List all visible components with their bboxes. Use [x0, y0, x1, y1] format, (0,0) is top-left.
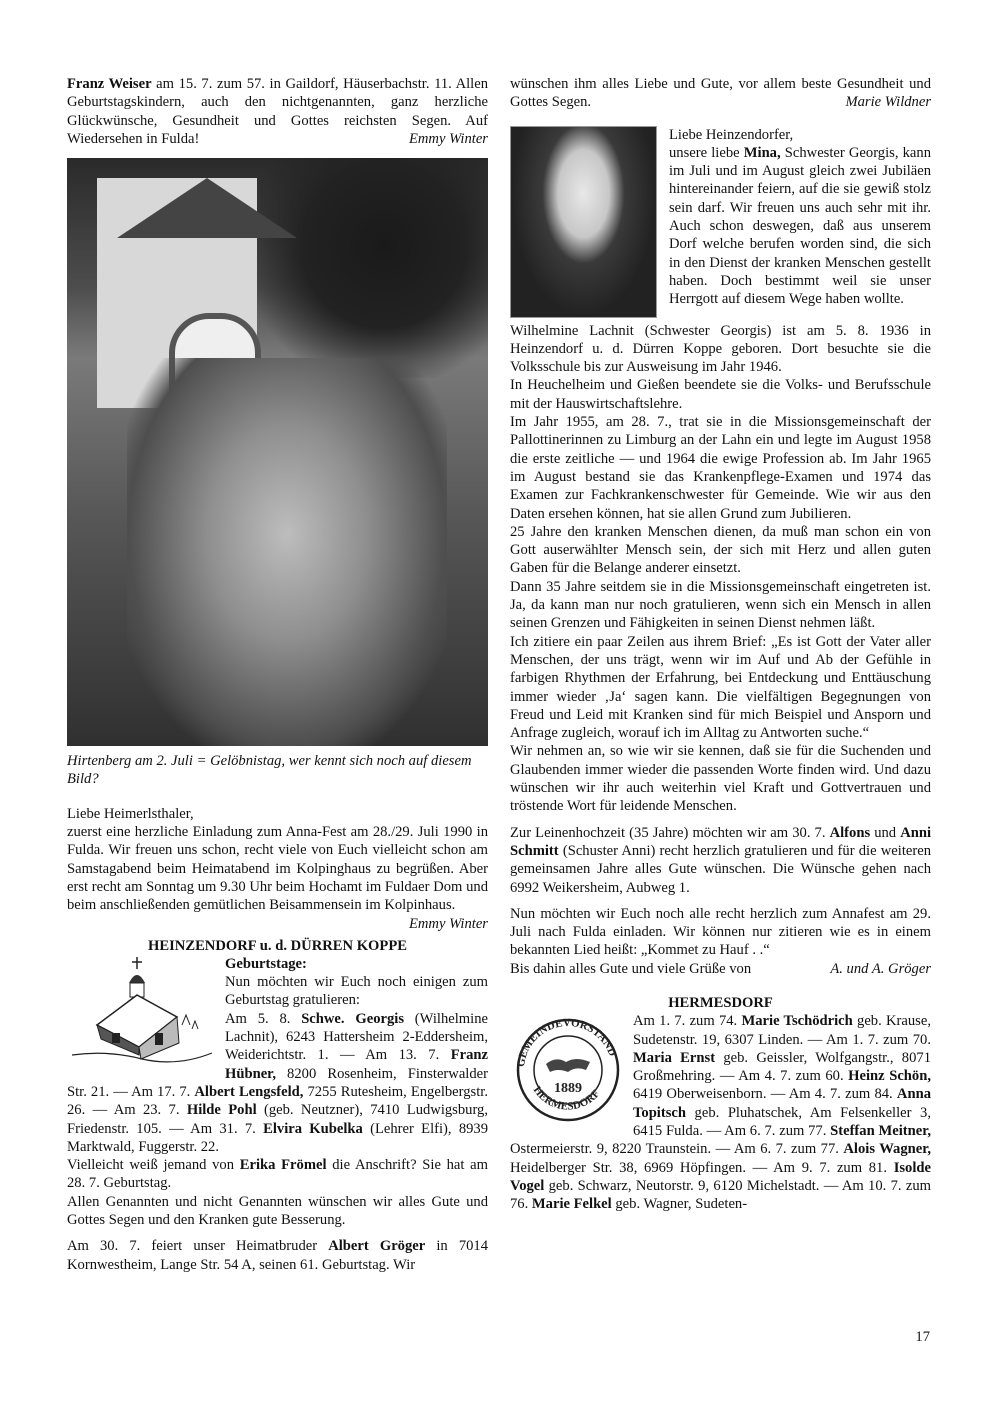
signature-winter-2: Emmy Winter [408, 915, 488, 932]
sister-portrait [510, 126, 657, 318]
mina-bio-5: Dann 35 Jahre seitdem sie in die Missionsgemeinschaft eingetreten ist. Ja, da kann man nur noch gratulieren, wenn sich ein Mensch in allen seinen Grenzen und Fähigkeiten in seinen Dienst nehmen läßt. [510, 578, 931, 632]
wildner-paragraph: wünschen ihm alles Liebe und Gute, vor allem beste Gesundheit und Gottes Segen. Marie Wildner [510, 76, 931, 111]
leinen-paragraph: Zur Leinenhochzeit (35 Jahre) möchten wir am 30. 7. Alfons und Anni Schmitt (Schuster Anni) recht herzlich gratulieren und für die weiteren gemeinsamen Jahre alles Gute wünschen. Die Wünsche gehen nach 6992 Weikersheim, Aubweg 1. [510, 824, 932, 896]
mina-bio-1: Wilhelmine Lachnit (Schwester Georgis) ist am 5. 8. 1936 in Heinzendorf u. d. Dürren Koppe geboren. Dort besuchte sie die Volksschule bis zur Ausweisung im Jahr 1946. [510, 322, 931, 376]
weiser-paragraph: Franz Weiser am 15. 7. zum 57. in Gaildorf, Häuserbachstr. 11. Allen Geburtstagskindern, auch den nichtgenannten, ganz herzliche Glückwünsche, Gesundheit und Gottes reichsten Segen. Auf Wiedersehen in Fulda! Emmy Winter [67, 76, 488, 147]
signature-groeger: A. und A. Gröger [830, 960, 931, 977]
group-photo [67, 158, 488, 746]
wishes-paragraph: Allen Genannten und nicht Genannten wünschen wir alles Gute und Gottes Segen und den Kranken gute Besserung. [67, 1193, 488, 1229]
heimerlsthal-paragraph: zuerst eine herzliche Einladung zum Anna-Fest am 28./29. Juli 1990 in Fulda. Wir freuen uns schon, recht viele von Euch vielleicht schon am Samstagabend beim Heimatabend im Kolpinghaus zu begrüßen. Aber erst recht am Sonntag um 9.30 Uhr beim Hochamt im Fuldaer Dom und beim anschließenden gemütlichen Beisammensein im Kolpinhaus. Emmy Winter [67, 824, 488, 932]
svg-text:GEMEINDEVORSTAND [515, 1017, 619, 1068]
stamp-bottom-text: HERMESDORF [530, 1084, 603, 1113]
annafest-closing: Bis dahin alles Gute und viele Grüße von A. und A. Gröger [510, 960, 931, 977]
photo-caption: Hirtenberg am 2. Juli = Gelöbnistag, wer kennt sich noch auf diesem Bild? [67, 753, 472, 788]
weiser-name: Franz Weiser [67, 76, 152, 92]
mina-paragraph: unsere liebe Mina, Schwester Georgis, kann im Juli und im August gleich zwei Jubiläen hintereinander feiern, auf die sie gewiß stolz sein darf. Wir freuen uns auch sehr mit ihr. Auch schon deswegen, daß aus unserem Dorf welche berufen worden sind, die sich in den Dienst der kranken Menschen gestellt haben. Doch bestimmt weil sie unser Herrgott auf diesem Wege haben wollte. [669, 144, 931, 308]
heinzendorf-birthdays [67, 955, 488, 1156]
mina-bio-7: Wir nehmen an, so wie wir sie kennen, daß sie für die Suchenden und Glaubenden immer wieder die passenden Worte finden wird. Und dazu wünschen wir ihr auch weiterhin viel Kraft und Gottvertrauen und tröstende Wort für leidende Menschen. [510, 743, 931, 815]
mina-bio-4: 25 Jahre den kranken Menschen dienen, da muß man schon ein von Gott auserwählter Mensch sein, der sich mit Herz und allen guten Gaben für die Belange anderer einsetzt. [510, 523, 931, 577]
signature-winter-1: Emmy Winter [408, 130, 488, 147]
people-group [127, 358, 447, 746]
signature-wildner: Marie Wildner [845, 94, 931, 111]
gemeindevorstand-stamp-icon [510, 1012, 625, 1122]
mina-greeting: Liebe Heinzendorfer, [669, 126, 794, 143]
mina-quote: Ich zitiere ein paar Zeilen aus ihrem Brief: „Es ist Gott der Vater aller Menschen, der uns trägt, wenn wir im Auf und Ab der Gefühle in farbigen Rhythmen der Erfahrung, bei Entdeckung und Enttäuschung immer wieder ‚Ja‘ sagen kann. Die vielfältigen Begegnungen von Freud und Leid mit Kranken sind für mich Beispiel und Ansporn und Anfrage zugleich, worauf ich im Alltag zu Antworten suche.“ [510, 633, 931, 742]
mina-bio-2: In Heuchelheim und Gießen beendete sie die Volks- und Berufsschule mit der Hauswirtschaftslehre. [510, 377, 931, 412]
page-number: 17 [915, 1329, 930, 1345]
hermesdorf-section [510, 1012, 931, 1213]
stamp-top-text: GEMEINDEVORSTAND [514, 1017, 619, 1068]
birthdays-intro: Nun möchten wir Euch noch einigen zum Geburtstag gratulieren: [225, 974, 488, 1009]
right-column [510, 75, 931, 1214]
mina-section [510, 126, 931, 816]
chapel-drawing-icon [67, 955, 217, 1065]
heimerlsthal-greeting: Liebe Heimerlsthaler, [67, 805, 194, 822]
mina-bio-3: Im Jahr 1955, am 28. 7., trat sie in die Missionsgemeinschaft der Pallottinerinnen zu Limburg an der Lahn ein und legte im August 1958 die erste zeitliche — und 1964 die ewige Profession ab. Im Jahr 1965 im August bestand sie das Krankenpflege-Examen und 1974 das Examen zur Fachkrankenschwester für Gemeinde. Wie wir aus den Daten ersehen können, hat sie allen Grund zum Jubilieren. [510, 414, 931, 522]
stamp-year: 1889 [554, 1081, 582, 1097]
hermesdorf-list: Am 1. 7. zum 74. Marie Tschödrich geb. Krause, Sudetenstr. 19, 6307 Linden. — Am 1. 7. zum 70. Maria Ernst geb. Geissler, Wolfgangstr., 8071 Großmehring. — Am 4. 7. zum 60. Heinz Schön, 6419 Oberweisenborn. — Am 4. 7. zum 84. Anna Topitsch geb. Pluhatschek, Am Felsenkeller 3, 6415 Fulda. — Am 6. 7. zum 77. Steffan Meitner, Ostermeierstr. 9, 8220 Traunstein. — Am 6. 7. zum 77. Alois Wagner, Heidelberger Str. 38, 6969 Höpfingen. — Am 9. 7. zum 81. Isolde Vogel geb. Schwarz, Neutorstr. 9, 6120 Michelstadt. — Am 10. 7. zum 76. Marie Felkel geb. Wagner, Sudeten- [510, 1013, 932, 1213]
erika-paragraph: Vielleicht weiß jemand von Erika Frömel die Anschrift? Sie hat am 28. 7. Geburtstag. [67, 1157, 488, 1192]
annafest-paragraph: Nun möchten wir Euch noch alle recht herzlich zum Annafest am 29. Juli nach Fulda einladen. Wir können nur zitieren wie es in einem bekannten Lied heißt: „Kommet zu Hauf . .“ [510, 905, 931, 959]
left-column [67, 75, 488, 1274]
hermesdorf-heading: HERMESDORF [668, 994, 773, 1011]
birthdays-subheading: Geburtstage: [225, 955, 307, 972]
albert-paragraph: Am 30. 7. feiert unser Heimatbruder Albert Gröger in 7014 Kornwestheim, Lange Str. 54 A, seinen 61. Geburtstag. Wir [67, 1238, 489, 1273]
birthdays-list: Am 5. 8. Schwe. Georgis (Wilhelmine Lachnit), 6243 Hattersheim 2-Eddersheim, Weiderichtstr. 1. — Am 13. 7. Franz Hübner, 8200 Rosenheim, Finsterwalder Str. 21. — Am 17. 7. Albert Lengsfeld, 7255 Rutesheim, Engelbergstr. 26. — Am 23. 7. Hilde Pohl (geb. Neutzner), 7410 Ludwigsburg, Friedenstr. 105. — Am 31. 7. Elvira Kubelka (Lehrer Elfi), 8939 Marktwald, Fuggerstr. 22. [67, 1010, 489, 1155]
heinzendorf-heading: HEINZENDORF u. d. DÜRREN KOPPE [148, 937, 407, 954]
